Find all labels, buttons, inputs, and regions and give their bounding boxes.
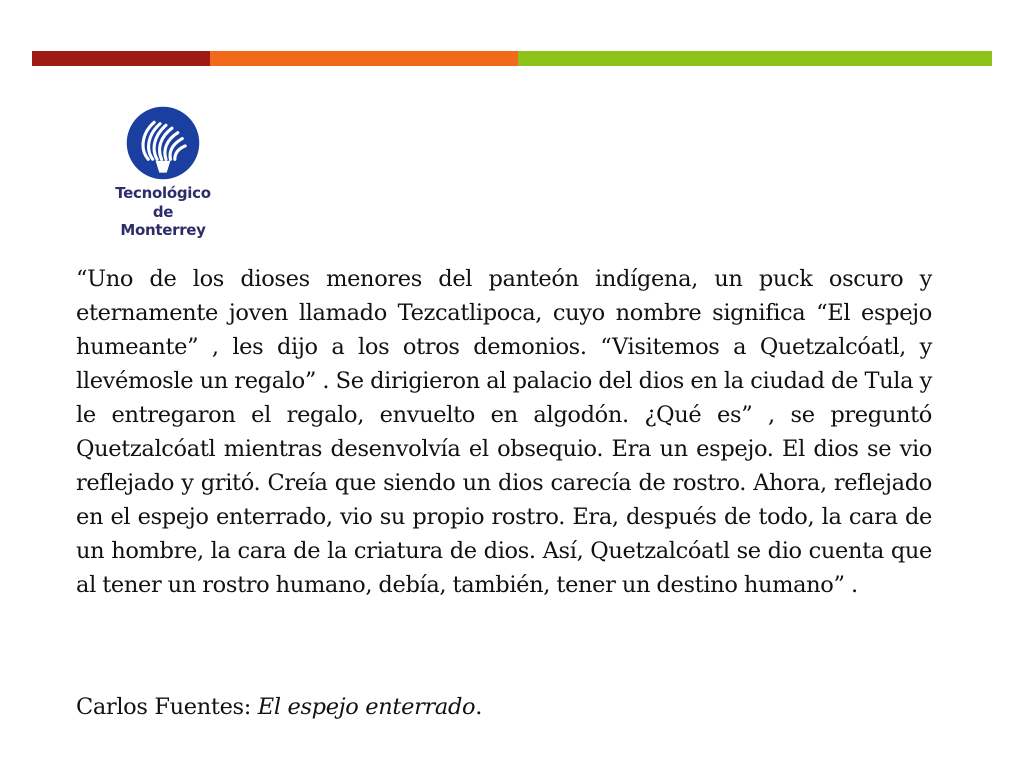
top-bar-orange-segment [210,51,518,66]
top-bar-red-segment [32,51,210,66]
tec-de-monterrey-logo [108,106,218,239]
top-color-bar [32,51,992,66]
quote-paragraph: “Uno de los dioses menores del panteón indígena, un puck oscuro y eternamente joven llamado Tezcatlipoca, cuyo nombre significa “El espejo humeante” , les dijo a los otros demonios. “Visitemos a Quetzalcóatl, y llevémosle un regalo” . Se dirigieron al palacio del dios en la ciudad de Tula y le entregaron el regalo, envuelto en algodón. ¿Qué es” , se preguntó Quetzalcóatl mientras desenvolvía el obsequio. Era un espejo. El dios se vio reflejado y gritó. Creía que siendo un dios carecía de rostro. Ahora, reflejado en el espejo enterrado, vio su propio rostro. Era, después de todo, la cara de un hombre, la cara de la criatura de dios. Así, Quetzalcóatl se dio cuenta que al tener un rostro humano, debía, también, tener un destino humano” . [76,266,932,598]
torch-emblem-icon [126,106,200,180]
citation [76,690,482,724]
citation-book-title: El espejo enterrado [257,694,476,720]
citation-period: . [475,694,483,720]
citation-author: Carlos Fuentes: [76,694,258,720]
logo-text-line1: Tecnológico [115,184,211,202]
top-bar-green-segment [518,51,992,66]
logo-text-line2: de Monterrey [120,203,206,239]
